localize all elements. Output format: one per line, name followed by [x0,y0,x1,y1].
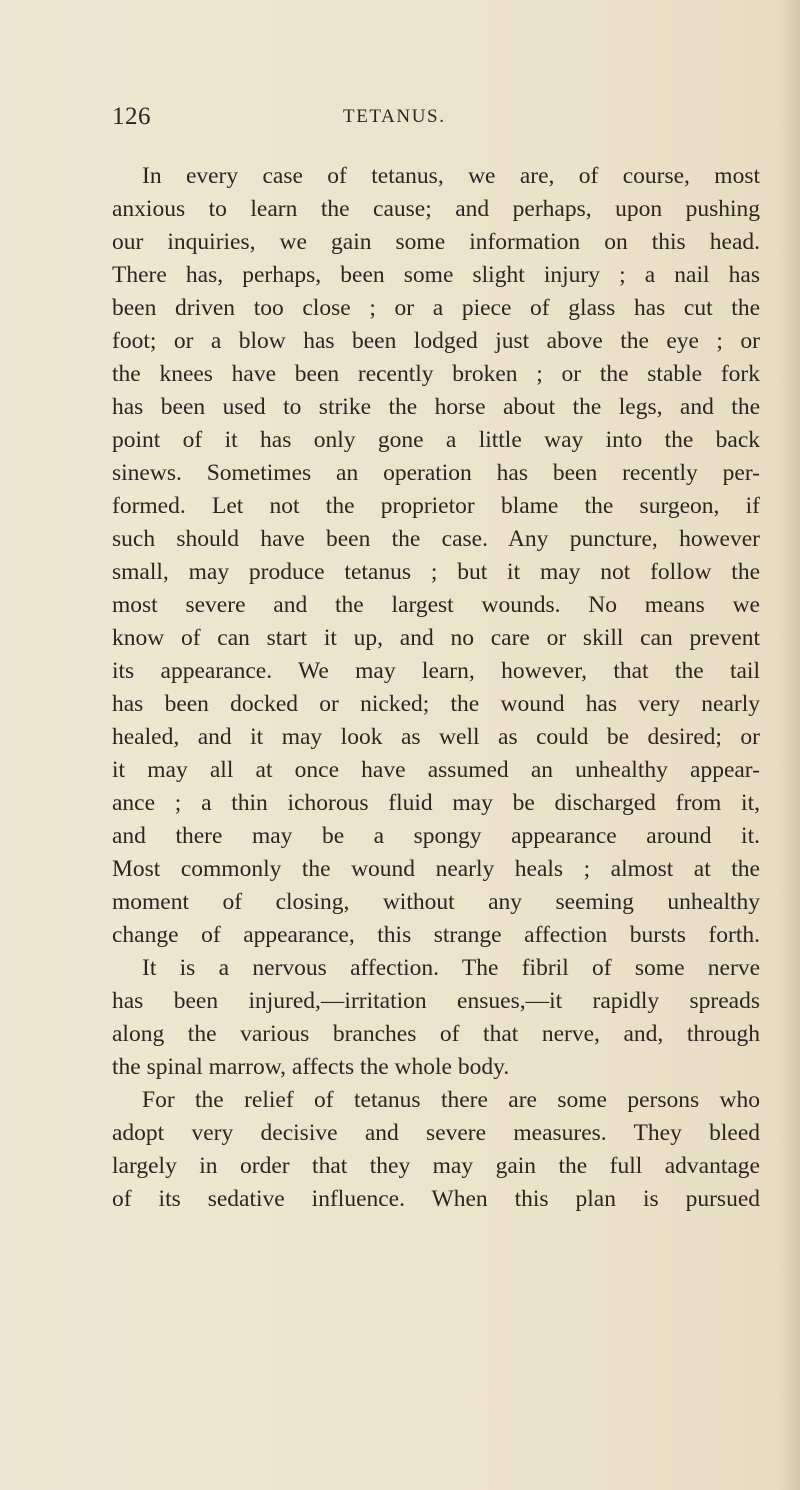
text-line: In every case of tetanus, we are, of course, most [142,163,760,189]
text-line: such should have been the case. Any puncture, however [112,526,760,552]
paragraph-1 [112,160,760,1084]
text-line: largely in order that they may gain the full advantage [112,1153,760,1179]
text-line: anxious to learn the cause; and perhaps, upon pushing [112,196,760,222]
running-head: TETANUS. [343,106,446,127]
text-line: sinews. Sometimes an operation has been recently per- [112,460,760,486]
text-line: of its sedative influence. When this plan is pursued [112,1186,760,1212]
text-line: has been used to strike the horse about the legs, and the [112,394,760,420]
text-line: ance ; a thin ichorous fluid may be discharged from it, [112,790,760,816]
text-line: most severe and the largest wounds. No means we [112,592,760,618]
text-line: small, may produce tetanus ; but it may not follow the [112,559,760,585]
text-line: healed, and it may look as well as could be desired; or [112,724,760,750]
text-line: There has, perhaps, been some slight injury ; a nail has [112,262,760,288]
text-line: adopt very decisive and severe measures. They bleed [112,1120,760,1146]
text-line: it may all at once have assumed an unhealthy appear- [112,757,760,783]
text-line: been driven too close ; or a piece of glass has cut the [112,295,760,321]
text-line: our inquiries, we gain some information on this head. [112,229,760,255]
text-line: formed. Let not the proprietor blame the surgeon, if [112,493,760,519]
page-number: 126 [112,103,151,130]
text-line: For the relief of tetanus there are some persons who [142,1087,760,1113]
text-line: foot; or a blow has been lodged just above the eye ; or [112,328,760,354]
paragraph-2 [112,1084,760,1216]
text-line: It is a nervous affection. The fibril of some nerve [142,955,760,981]
page-header [112,103,752,139]
text-line: has been injured,—irritation ensues,—it rapidly spreads [112,988,760,1014]
text-line: Most commonly the wound nearly heals ; almost at the [112,856,760,882]
text-line: know of can start it up, and no care or skill can prevent [112,625,760,651]
text-line: the knees have been recently broken ; or the stable fork [112,361,760,387]
text-line: and there may be a spongy appearance around it. [112,823,760,849]
text-line: moment of closing, without any seeming unhealthy [112,889,760,915]
body-text [112,160,760,1216]
text-line: its appearance. We may learn, however, that the tail [112,658,760,684]
text-line: along the various branches of that nerve, and, through [112,1021,760,1047]
page-edge-shadow [778,0,800,1490]
text-line: has been docked or nicked; the wound has very nearly [112,691,760,717]
text-line: point of it has only gone a little way into the back [112,427,760,453]
text-line: the spinal marrow, affects the whole body. [112,1054,510,1080]
text-line: change of appearance, this strange affection bursts forth. [112,922,760,948]
